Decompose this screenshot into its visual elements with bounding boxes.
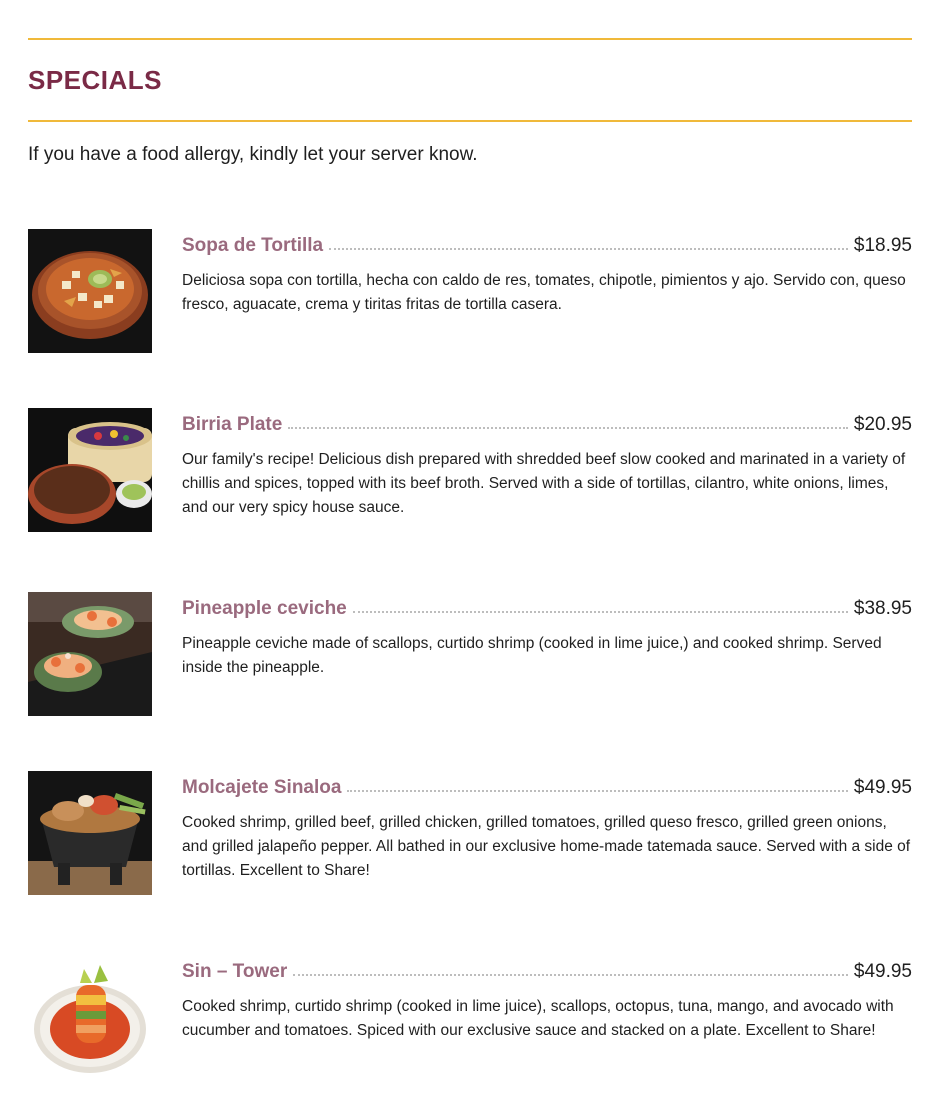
- item-name: Sin – Tower: [182, 961, 288, 982]
- page-title: SPECIALS: [28, 65, 163, 95]
- allergy-note: If you have a food allergy, kindly let your server know.: [28, 144, 478, 165]
- birria-plate-photo: [28, 408, 152, 532]
- item-name: Molcajete Sinaloa: [182, 777, 342, 798]
- specials-header: [28, 0, 912, 166]
- item-description: Cooked shrimp, grilled beef, grilled chicken, grilled tomatoes, grilled queso fresco, grilled green onions, and grilled jalapeño pepper. All bathed in our exclusive home-made tatemada sauce. Served with a side of tortillas. Excellent to Share!: [182, 814, 911, 879]
- item-price: $18.95: [853, 235, 912, 256]
- dot-leader: [329, 248, 848, 250]
- dot-leader: [293, 974, 848, 976]
- pineapple-ceviche-photo: [28, 592, 152, 716]
- item-price: $20.95: [853, 414, 912, 435]
- seafood-tower-photo: [28, 955, 152, 1079]
- item-description: Pineapple ceviche made of scallops, curtido shrimp (cooked in lime juice,) and cooked shrimp. Served inside the pineapple.: [182, 635, 882, 676]
- dot-leader: [288, 427, 848, 429]
- dot-leader: [347, 790, 847, 792]
- soup-bowl-photo: [28, 229, 152, 353]
- bottom-divider: [28, 120, 912, 122]
- item-price: $38.95: [853, 598, 912, 619]
- item-name: Pineapple ceviche: [182, 598, 347, 619]
- dot-leader: [353, 611, 848, 613]
- molcajete-photo: [28, 771, 152, 895]
- item-price: $49.95: [853, 961, 912, 982]
- item-name: Sopa de Tortilla: [182, 235, 324, 256]
- item-description: Cooked shrimp, curtido shrimp (cooked in lime juice), scallops, octopus, tuna, mango, and avocado with cucumber and tomatoes. Spiced with our exclusive sauce and stacked on a plate. Excellent to Share!: [182, 998, 894, 1039]
- item-price: $49.95: [853, 777, 912, 798]
- item-description: Deliciosa sopa con tortilla, hecha con caldo de res, tomates, chipotle, pimientos y ajo. Servido con, queso fresco, aguacate, crema y tiritas fritas de tortilla casera.: [182, 272, 906, 313]
- item-description: Our family's recipe! Delicious dish prepared with shredded beef slow cooked and marinated in a variety of chillis and spices, topped with its beef broth. Served with a side of tortillas, cilantro, white onions, limes, and our very spicy house sauce.: [182, 451, 906, 516]
- item-name: Birria Plate: [182, 414, 283, 435]
